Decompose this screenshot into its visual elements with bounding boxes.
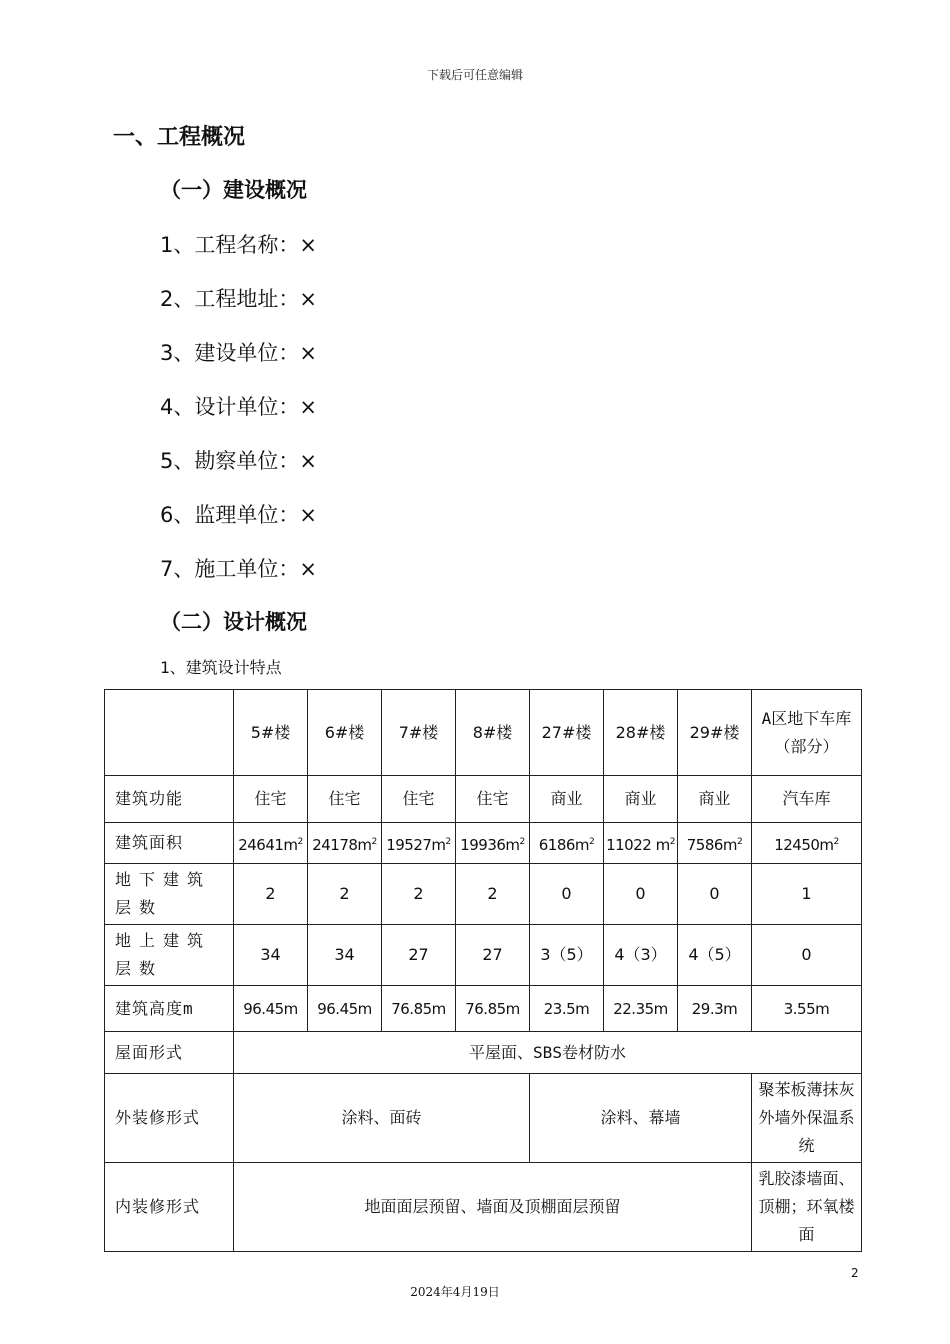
table-cell: 2 (234, 864, 308, 925)
item-project-name: 1、工程名称：× (160, 233, 317, 257)
item-project-address: 2、工程地址：× (160, 287, 317, 311)
row-label: 地上建筑层数 (105, 925, 234, 986)
table-cell: 住宅 (308, 776, 382, 823)
table-cell: 96.45m (234, 986, 308, 1032)
header-cell: 7#楼 (382, 690, 456, 776)
table-cell: 1 (752, 864, 862, 925)
header-cell: A区地下车库（部分） (752, 690, 862, 776)
header-cell: 5#楼 (234, 690, 308, 776)
table-cell: 0 (752, 925, 862, 986)
table-cell: $19936m^2$ (456, 823, 530, 864)
item-surveyor: 5、勘察单位：× (160, 449, 317, 473)
header-cell: 6#楼 (308, 690, 382, 776)
row-label: 地下建筑层数 (105, 864, 234, 925)
table-row-interior (105, 1163, 862, 1252)
footer-date: 2024年4月19日 (410, 1285, 500, 1299)
table-cell: 34 (308, 925, 382, 986)
table-cell: 4（5） (678, 925, 752, 986)
table-cell: 3.55m (752, 986, 862, 1032)
table-cell: $19527m^2$ (382, 823, 456, 864)
table-cell: 2 (308, 864, 382, 925)
table-header-row (105, 690, 862, 776)
row-label: 建筑功能 (105, 776, 234, 823)
table-cell: 2 (382, 864, 456, 925)
row-label: 内装修形式 (105, 1163, 234, 1252)
table-cell: 平屋面、SBS卷材防水 (234, 1032, 862, 1074)
table-row-aboveground (105, 925, 862, 986)
section-title: 一、工程概况 (113, 125, 246, 150)
subsection-title-design: （二）设计概况 (160, 610, 307, 634)
table-cell: $12450m^2$ (752, 823, 862, 864)
table-cell: 涂料、面砖 (234, 1074, 530, 1163)
table-cell: 住宅 (234, 776, 308, 823)
table-cell: 29.3m (678, 986, 752, 1032)
page-number: 2 (851, 1266, 859, 1280)
table-row-area (105, 823, 862, 864)
table-cell: 住宅 (456, 776, 530, 823)
table-row-underground (105, 864, 862, 925)
table-cell: 住宅 (382, 776, 456, 823)
table-cell: $24178m^2$ (308, 823, 382, 864)
table-row-roof (105, 1032, 862, 1074)
table-cell: 11022 $m^2$ (604, 823, 678, 864)
table-cell: 地面面层预留、墙面及顶棚面层预留 (234, 1163, 752, 1252)
item-supervisor: 6、监理单位：× (160, 503, 317, 527)
table-cell: 22.35m (604, 986, 678, 1032)
table-cell: 涂料、幕墙 (530, 1074, 752, 1163)
table-cell: 96.45m (308, 986, 382, 1032)
subsection-title-construction: （一）建设概况 (160, 178, 307, 202)
table-cell: 76.85m (456, 986, 530, 1032)
header-cell: 8#楼 (456, 690, 530, 776)
table-cell: 27 (382, 925, 456, 986)
item-designer: 4、设计单位：× (160, 395, 317, 419)
subsection-item-architecture: 1、建筑设计特点 (160, 658, 282, 677)
table-cell: $6186m^2$ (530, 823, 604, 864)
table-cell: 0 (604, 864, 678, 925)
row-label: 建筑高度m (105, 986, 234, 1032)
row-label: 建筑面积 (105, 823, 234, 864)
table-row-function (105, 776, 862, 823)
table-cell: $24641m^2$ (234, 823, 308, 864)
table-cell: 商业 (530, 776, 604, 823)
table-cell: 27 (456, 925, 530, 986)
table-row-height (105, 986, 862, 1032)
table-cell: 商业 (678, 776, 752, 823)
table-cell: 0 (530, 864, 604, 925)
table-cell: 0 (678, 864, 752, 925)
table-cell: $7586m^2$ (678, 823, 752, 864)
row-label: 屋面形式 (105, 1032, 234, 1074)
table-cell: 4（3） (604, 925, 678, 986)
table-cell: 23.5m (530, 986, 604, 1032)
header-note: 下载后可任意编辑 (426, 68, 523, 82)
header-cell-empty (105, 690, 234, 776)
header-cell: 28#楼 (604, 690, 678, 776)
table-cell: 乳胶漆墙面、顶棚；环氧楼面 (752, 1163, 862, 1252)
header-cell: 27#楼 (530, 690, 604, 776)
table-cell: 汽车库 (752, 776, 862, 823)
header-cell: 29#楼 (678, 690, 752, 776)
row-label: 外装修形式 (105, 1074, 234, 1163)
table-cell: 34 (234, 925, 308, 986)
item-owner: 3、建设单位：× (160, 341, 317, 365)
table-cell: 76.85m (382, 986, 456, 1032)
table-cell: 聚苯板薄抹灰外墙外保温系统 (752, 1074, 862, 1163)
design-table (104, 689, 862, 1252)
table-cell: 3（5） (530, 925, 604, 986)
table-cell: 2 (456, 864, 530, 925)
item-contractor: 7、施工单位：× (160, 557, 317, 581)
table-row-exterior (105, 1074, 862, 1163)
table-cell: 商业 (604, 776, 678, 823)
